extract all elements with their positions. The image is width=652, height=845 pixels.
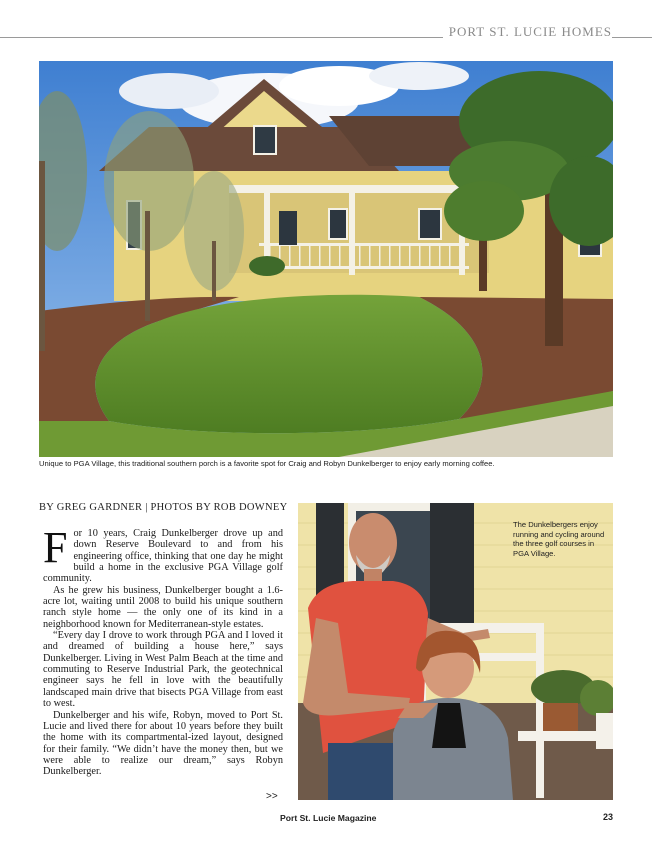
- couple-caption: The Dunkelbergers enjoy running and cycling around the three golf courses in PGA Village.: [513, 520, 605, 558]
- article-paragraph: Dunkelberger and his wife, Robyn, moved to Port St. Lucie and lived there for about 10 years before they built the home with its compartmental-ized layout, designed for their family. “We didn’t have the money then, but we were able to realize our dream,” says Robyn Dunkelberger.: [43, 709, 283, 778]
- section-header: PORT ST. LUCIE HOMES: [443, 24, 612, 40]
- continued-marker[interactable]: >>: [266, 791, 278, 802]
- footer-magazine-name: Port St. Lucie Magazine: [280, 813, 377, 823]
- page-number: 23: [603, 812, 614, 822]
- article-paragraph: [43, 523, 283, 585]
- drop-cap: F: [43, 523, 68, 572]
- article-paragraph: As he grew his business, Dunkelberger bought a 1.6-acre lot, waiting until 2008 to build his unique southern ranch style home — the only one of its kind in a neighborhood known for Mediterranean-style estates.: [43, 584, 283, 630]
- hero-photo: [39, 61, 613, 457]
- article-paragraph: “Every day I drove to work through PGA and I loved it and dreamed of building a house here,” says Dunkelberger. Living in West Palm Beach at the time and commuting to Reserve Industrial Park, the geotechnical engineer says he fell in love with the beautifully landscaped main drive that bisects PGA Village from east to west.: [43, 630, 283, 710]
- paragraph-text: or 10 years, Craig Dunkelberger drove up and down Reserve Boulevard to and from his engineering office, thinking that one day he might build a home in the exclusive PGA Village golf community.: [43, 528, 283, 585]
- hero-caption: Unique to PGA Village, this traditional southern porch is a favorite spot for Craig and Robyn Dunkelberger to enjoy early morning coffee.: [39, 459, 495, 468]
- article-body: [43, 523, 283, 778]
- byline: BY GREG GARDNER | PHOTOS BY ROB DOWNEY: [39, 502, 288, 513]
